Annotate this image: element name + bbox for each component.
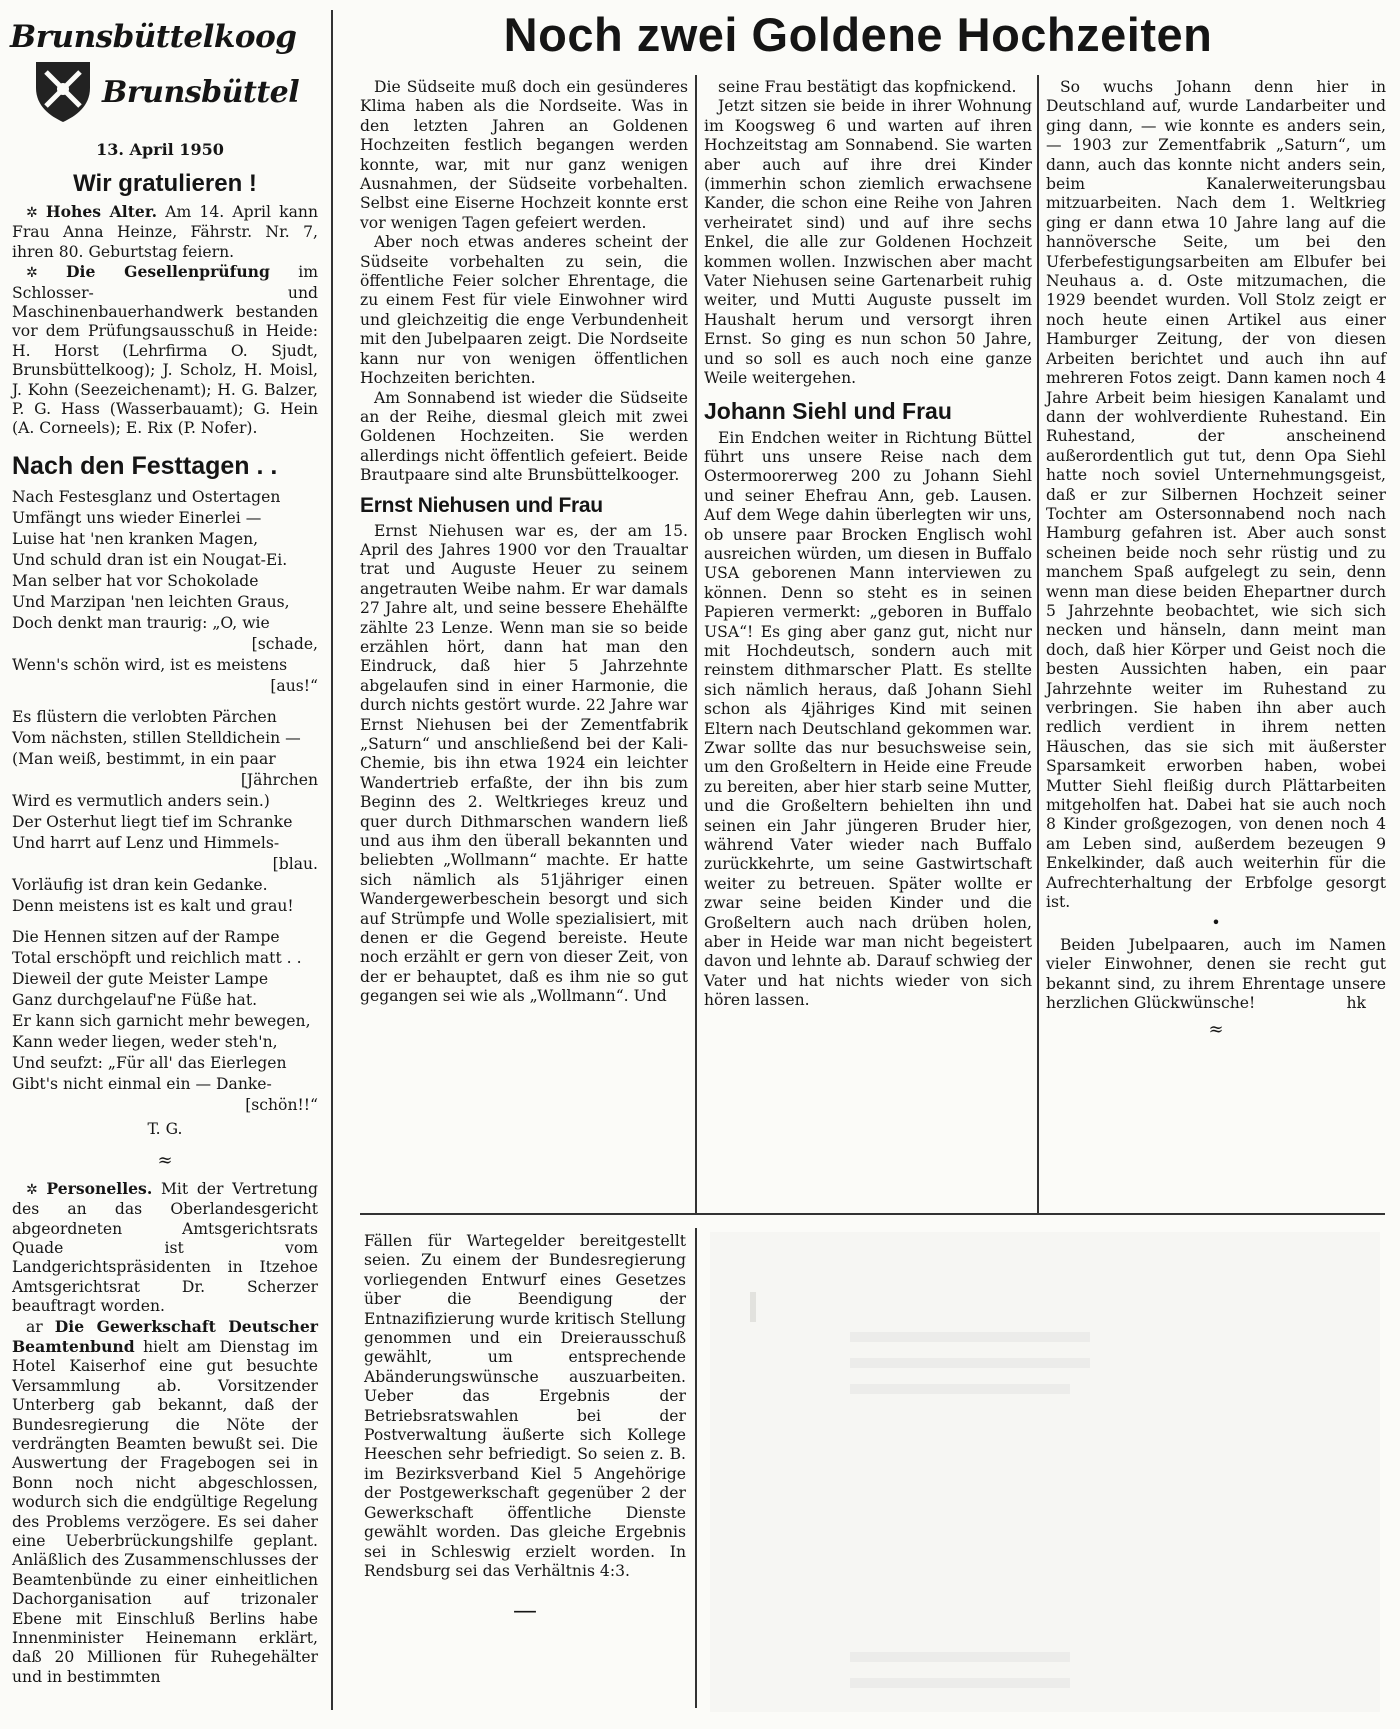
star-icon: ✲ — [26, 1181, 38, 1198]
star-icon: ✲ — [26, 265, 38, 282]
article-gesellenpruefung — [12, 262, 318, 439]
verse-line: Es flüstern die verlobten Pärchen — [12, 707, 277, 726]
verse-line-carry: [blau. — [272, 854, 318, 873]
text-gesellenpruefung: im Schlosser- und Maschinenbauerhandwerk bestanden vor dem Prüfungsausschuß in Heide: H. Horst (Lehrfirma O. Sjudt, Brunsbüttelkoog); J. Scholz, H. Moisl, J. Kohn (Seezeichenamt); H. G. Balzer, P. G. Hass (Wasserbauamt); G. Hein (A. Corneels); E. Rix (P. Nofer). — [12, 263, 318, 438]
column-rule-4 — [695, 1228, 697, 1708]
paragraph: Aber noch etwas anderes scheint der Südseite vorbehalten zu sein, die öffentliche Feier solcher Ehrentage, die zu einem Fest für viele Einwohner wird und gleichzeitig die enge Verbundenheit mit den Jubelpaaren zeigt. Die Nordseite kann nur von wenigen öffentlichen Hochzeiten berichten. — [360, 233, 688, 388]
column-rule-1 — [331, 10, 333, 1710]
article-column-3 — [704, 78, 1032, 1011]
article-column-2 — [360, 78, 688, 1007]
verse-line: Der Osterhut liegt tief im Schranke — [12, 812, 293, 831]
verse-line: Denn meistens ist es kalt und grau! — [12, 896, 294, 915]
issue-date: 13. April 1950 — [96, 140, 224, 159]
star-icon: ✲ — [26, 205, 38, 221]
section-divider-icon: ≈ — [157, 1150, 173, 1172]
poem-signature: T. G. — [147, 1119, 183, 1138]
verse-line: Gibt's nicht einmal ein — Danke- — [12, 1074, 272, 1093]
verse-line-carry: [schön!!“ — [245, 1095, 318, 1114]
paragraph-closing — [1046, 936, 1386, 1014]
verse-line: Ganz durchgelauf'ne Füße hat. — [12, 990, 258, 1009]
byline-initials: ar — [26, 1317, 43, 1336]
verse-line: Dieweil der gute Meister Lampe — [12, 969, 269, 988]
article-beamtenbund — [12, 1317, 318, 1688]
masthead-line1: Brunsbüttelkoog — [10, 19, 297, 55]
poem-stanza-1 — [12, 487, 318, 697]
paragraph: Am Sonnabend ist wieder die Südseite an der Reihe, diesmal gleich mit zwei Goldenen Hochzeiten. Sie werden allerdings nicht öffentlich gefeiert. Beide Brautpaare sind alte Brunsbüttelkooger. — [360, 388, 688, 485]
verse-line: Vorläufig ist dran kein Gedanke. — [12, 875, 268, 894]
verse-line: (Man weiß, bestimmt, in ein paar — [12, 749, 276, 768]
paragraph: Fällen für Wartegelder bereitgestellt seien. Zu einem der Bundesregierung vorliegenden Entwurf eines Gesetzes über die Beendigung der Entnazifizierung wurde kritisch Stellung genommen und ein Dreierausschuß gewählt, um entsprechende Abänderungswünsche auszuarbeiten. Ueber das Ergebnis der Betriebsratswahlen bei der Postverwaltung äußerte sich Kollege Heeschen sehr befriedigt. So seien z. B. im Bezirksverband Kiel 5 Angehörige der Postgewerkschaft gegenüber 2 der Gewerkschaft öffentliche Dienste gewählt worden. Das gleiche Ergebnis sei in Schleswig erzielt worden. In Rendsburg sei das Verhältnis 4:3. — [364, 1232, 686, 1580]
verse-line: Und seufzt: „Für all' das Eierlegen — [12, 1053, 287, 1072]
column-rule-3 — [1037, 75, 1039, 1215]
paragraph: seine Frau bestätigt das kopfnickend. — [718, 78, 1017, 96]
bullet-icon: • — [1211, 914, 1221, 933]
article-hohes-alter — [12, 202, 318, 262]
article-bottom-rule — [360, 1213, 1385, 1215]
headline: Noch zwei Goldene Hochzeiten — [503, 8, 1213, 61]
left-column — [12, 168, 318, 1687]
paragraph: So wuchs Johann denn hier in Deutschland auf, wurde Landarbeiter und ging dann, — wie konnte es anders sein, — 1903 zur Zementfabrik „Saturn“, um dann, auch das konnte nicht anders sein, beim Kanalerweiterungsbau mitzuarbeiten. Nach dem 1. Weltkrieg ging er dann etwa 10 Jahre lang auf die hannöversche Seite, um bei den Uferbefestigungsarbeiten am Elbufer bei Neuhaus a. d. Oste mitzumachen, die 1929 beendet wurden. Voll Stolz zeigt er noch heute einen Artikel aus einer Hamburger Zeitung, der von diesen Arbeiten berichtet und auch ihn auf mehreren Fotos zeigt. Dann kamen noch 4 Jahre Arbeit beim hiesigen Kanalamt und dann der wohlverdiente Ruhestand. Ein Ruhestand, der anscheinend außerordentlich gut tut, denn Opa Siehl hatte noch soviel Unternehmungsgeist, daß er zur Silbernen Hochzeit seiner Tochter am Ostersonnabend noch nach Hamburg gefahren ist. Aber auch sonst scheinen beide noch sehr rüstig und zu manchem Spaß aufgelegt zu sein, denn wenn man diese beiden Ehepartner durch 5 Jahrzehnte beobachtet, wie sich sich necken und hänseln, dann meint man doch, daß hier Körper und Geist noch die besten Aussichten haben, ein paar Jahrzehnte weiter im Ruhestand zu verbringen. Sie haben ihn aber auch redlich verdient in ihrem netten Häuschen, das sie sich mit äußerster Sparsamkeit erworben haben, wobei Mutter Siehl fleißig durch Plättarbeiten mitgeholfen hat. Dabei hat sie auch noch 8 Kinder großgezogen, von denen noch 4 am Leben sind, außerdem bezeugen 9 Enkelkinder, daß auch weiterhin für die Aufrechterhaltung der Erbfolge gesorgt ist. — [1046, 78, 1386, 912]
verse-line-carry: [schade, — [251, 634, 318, 653]
masthead-line2: Brunsbüttel — [102, 75, 300, 110]
verse-line: Total erschöpft und reichlich matt . . — [12, 948, 302, 967]
column-rule-2 — [695, 75, 697, 1215]
verse-line: Er kann sich garnicht mehr bewegen, — [12, 1011, 311, 1030]
lead-beamtenbund: Die Gewerkschaft Deutscher Beamtenbund — [12, 1316, 318, 1356]
author-initials: hk — [1346, 994, 1366, 1013]
verse-line: Luise hat 'nen kranken Magen, — [12, 529, 259, 548]
verse-line: Umfängt uns wieder Einerlei — — [12, 508, 262, 527]
verse-line: Man selber hat vor Schokolade — [12, 571, 259, 590]
verse-line: Wird es vermutlich anders sein.) — [12, 791, 270, 810]
text-beamtenbund: hielt am Dienstag im Hotel Kaiserhof eine gut besuchte Versammlung ab. Vorsitzender Unterberg gab bekannt, daß der Bundesregierung die Nöte der verdrängten Beamten bewußt sei. Die Auswertung der Fragebogen sei in Bonn noch nicht abgeschlossen, wodurch sich die endgültige Regelung des Problems verzögere. Es sei daher eine Ueberbrückungshilfe geplant. Anläßlich des Zusammenschlusses der Beamtenbünde zu einer einheitlichen Dachorganisation auf trizonaler Ebene mit Einschluß Berlins habe Innenminister Heinemann erklärt, daß 20 Millionen für Ruhegehälter und in bestimmten — [12, 1337, 318, 1686]
verse-line-carry: [Jährchen — [240, 770, 318, 789]
text-personelles: Mit der Vertretung des an das Oberlandesgericht abgeordneten Amtsgerichtsrats Quade ist vom Landgerichtspräsidenten in Itzehoe Amtsgerichtsrat Dr. Scherzer beauftragt worden. — [12, 1179, 318, 1316]
closing-text: Beiden Jubelpaaren, auch im Namen vieler Einwohner, denen sie recht gut bekannt sind, zu ihrem Ehrentage unsere herzlichen Glückwünsche! — [1046, 935, 1386, 1013]
verse-line: Doch denkt man traurig: „O, wie — [12, 613, 270, 632]
poem-stanza-3 — [12, 927, 318, 1116]
continuation-column — [364, 1232, 686, 1625]
heading-wir-gratulieren: Wir gratulieren ! — [73, 170, 257, 197]
bleed-through-area — [710, 1232, 1380, 1712]
verse-line: Und schuld dran ist ein Nougat-Ei. — [12, 550, 288, 569]
verse-line-carry: [aus!“ — [270, 676, 318, 695]
masthead — [6, 14, 306, 126]
verse-line: Und harrt auf Lenz und Himmels- — [12, 833, 280, 852]
verse-line: Die Hennen sitzen auf der Rampe — [12, 927, 280, 946]
lead-personelles: Personelles. — [46, 1178, 153, 1198]
subheading-siehl: Johann Siehl und Frau — [704, 397, 952, 424]
verse-line: Nach Festesglanz und Ostertagen — [12, 487, 281, 506]
paragraph: Jetzt sitzen sie beide in ihrer Wohnung im Koogsweg 6 und warten auf ihren Hochzeitstag am Sonnabend. Sie warten aber auch auf ihre drei Kinder (immerhin schon ziemlich erwachsene Kander, die schon eine Reihe von Jahren verheiratet sind) und auf ihre sechs Enkel, die alle zur Goldenen Hochzeit kommen wollen. Inzwischen aber macht Vater Niehusen seine Gartenarbeit ruhig weiter, und Mutti Auguste pusselt im Haushalt herum und versorgt ihren Ernst. So ging es nun schon 50 Jahre, und so soll es auch noch eine ganze Weile weitergehen. — [704, 97, 1032, 388]
verse-line: Und Marzipan 'nen leichten Graus, — [12, 592, 290, 611]
section-divider-icon: ≈ — [1208, 1018, 1224, 1040]
verse-line: Wenn's schön wird, ist es meistens — [12, 655, 288, 674]
article-column-4 — [1046, 78, 1386, 1039]
subheading-niehusen: Ernst Niehusen und Frau — [360, 493, 603, 517]
text-hohes-alter: Am 14. April kann Frau Anna Heinze, Fährstr. Nr. 7, ihren 80. Geburtstag feiern. — [12, 203, 318, 261]
poem-stanza-2 — [12, 707, 318, 917]
lead-gesellenpruefung: Die Gesellenprüfung — [66, 262, 270, 282]
paragraph: Ein Endchen weiter in Richtung Büttel führt uns unsere Reise nach dem Ostermoorerweg 200 zu Johann Siehl und seiner Ehefrau Ann, geb. Lausen. Auf dem Wege dahin überlegten wir uns, ob unsere paar Brocken Englisch wohl ausreichen würden, um diesen in Buffalo USA geborenen Mann interviewen zu können. Denn so steht es in seinen Papieren vermerkt: „geboren in Buffalo USA“! Es ging aber ganz gut, nicht nur mit Hochdeutsch, sondern auch mit reinstem dithmarscher Platt. Es stellte sich nämlich heraus, daß Johann Siehl schon als 4jähriges Kind mit seinen Eltern nach Deutschland gekommen war. Zwar sollte das nur besuchsweise sein, um den Großeltern in Heide eine Freude zu bereiten, aber hier starb seine Mutter, und die Großeltern behielten ihn und seinen ein Jahr jüngeren Bruder hier, während Vater wieder nach Buffalo zurückkehrte, um seine Gastwirtschaft weiter zu betreuen. Später wollte er zwar seine beiden Kinder und die Großeltern auch nach drüben holen, aber in Heide war man nicht begeistert davon und lehnte ab. Darauf schwieg der Vater und hat nichts wieder von sich hören lassen. — [704, 428, 1033, 1010]
verse-line: Vom nächsten, stillen Stelldichein — — [12, 728, 301, 747]
paragraph: Ernst Niehusen war es, der am 15. April des Jahres 1900 vor den Traualtar trat und Auguste Heuer zu seinem angetrauten Weibe nahm. Er war damals 27 Jahre alt, und seine bessere Ehehälfte zählte 23 Lenze. Wenn man sie so beide erzählen hört, dann hat man den Eindruck, daß hier 5 Jahrzehnte abgelaufen sind in einer Harmonie, die durch nichts gestört wurde. 22 Jahre war Ernst Niehusen bei der Zementfabrik „Saturn“ und anschließend bei der Kali-Chemie, bis ihn etwa 1924 ein leichter Wandertrieb erfaßte, der ihn bis zum Beginn des 2. Weltkrieges kreuz und quer durch Dithmarschen wandern ließ und aus ihm den überall bekannten und beliebten „Wollmann“ machte. Er hatte sich nämlich als 51jähriger einen Wandergewerbeschein besorgt und sich auf Strümpfe und Wolle spezialisiert, mit denen er die Gegend bereiste. Heute noch erzählt er gern von dieser Zeit, von der er behauptet, daß es ihm nie so gut gegangen sei wie als „Wollmann“. Und — [360, 521, 688, 1006]
coat-of-arms-icon — [32, 58, 94, 124]
end-mark: — — [513, 1596, 537, 1625]
paragraph: Die Südseite muß doch ein gesünderes Klima haben als die Nordseite. Was in den letzten Jahren an Goldenen Hochzeiten festlich begangen werden konnte, war, mit nur ganz wenigen Ausnahmen, der Südseite vorbehalten. Selbst eine Eiserne Hochzeit konnte erst vor wenigen Tagen gefeiert werden. — [360, 78, 688, 232]
verse-line: Kann weder liegen, weder steh'n, — [12, 1032, 278, 1051]
article-personelles — [12, 1179, 318, 1317]
heading-nach-den-festtagen: Nach den Festtagen . . — [12, 451, 278, 480]
lead-hohes-alter: Hohes Alter. — [45, 202, 158, 221]
